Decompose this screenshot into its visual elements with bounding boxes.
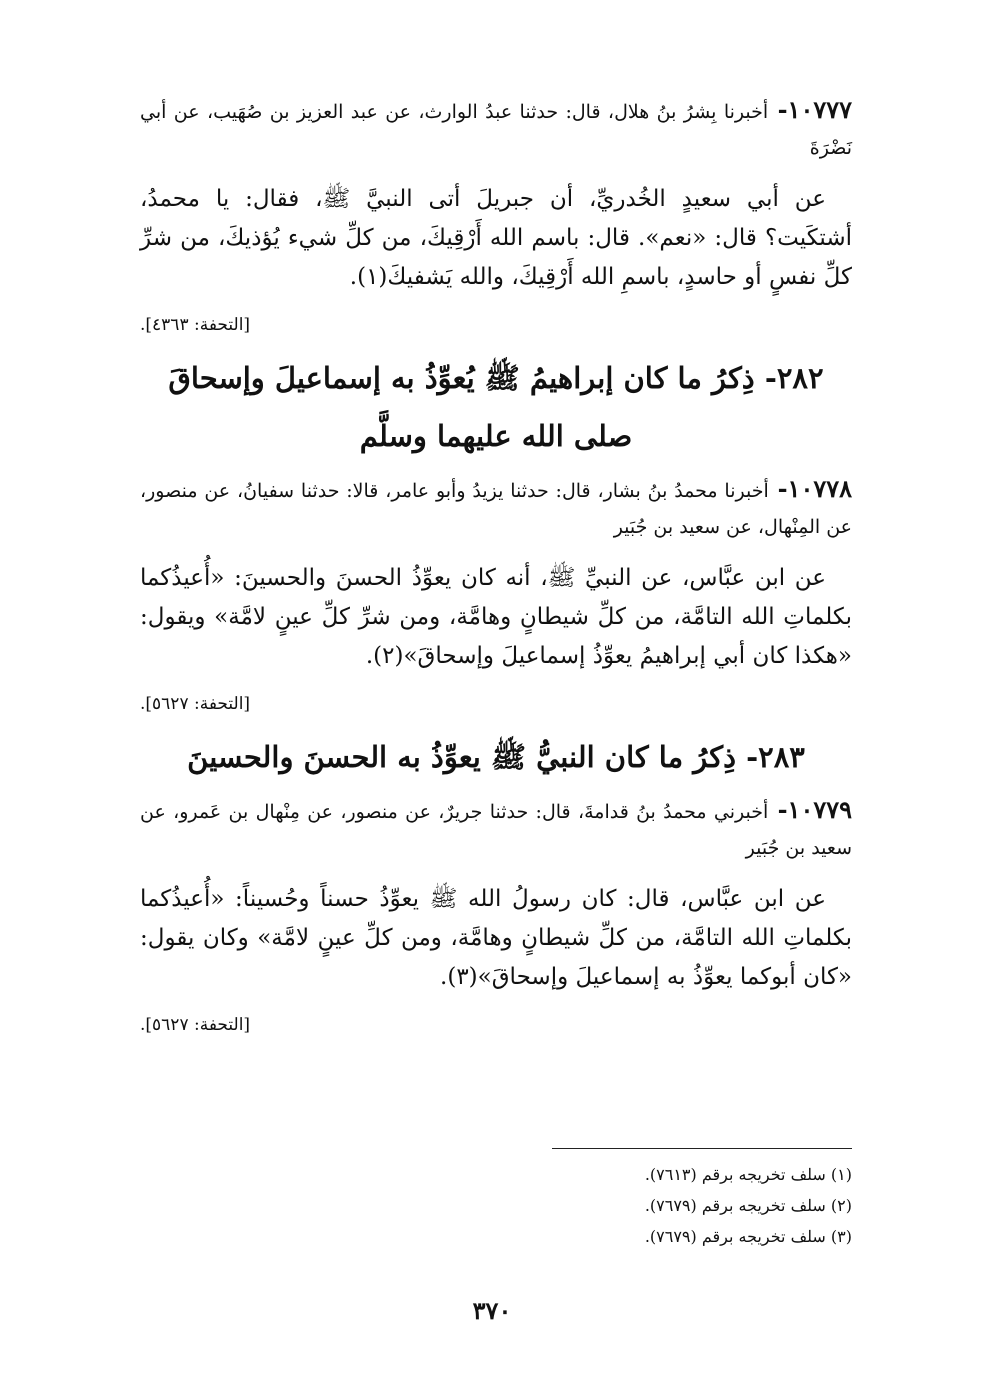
hadith-10779-matn: عن ابن عبَّاس، قال: كان رسولُ الله ﷺ يعوِّذُ حسناً وحُسيناً: «أُعيذُكما بكلماتِ الله التامَّة، من كلِّ شيطانٍ وهامَّة، ومن كلِّ عينٍ لامَّة» وكان يقول: «كان أبوكما يعوِّذُ به إسماعيلَ وإسحاقَ»(٣). — [140, 886, 852, 990]
chapter-283-heading — [140, 728, 852, 786]
hadith-10777-isnad — [140, 92, 852, 166]
footnote-3: (٣) سلف تخريجه برقم (٧٦٧٩). — [644, 1227, 852, 1246]
chapter-283-title: ٢٨٣- ذِكرُ ما كان النبيُّ ﷺ يعوِّذُ به الحسنَ والحسينَ — [187, 740, 805, 774]
chapter-282-heading — [140, 349, 852, 465]
footnote-2: (٢) سلف تخريجه برقم (٧٦٧٩). — [644, 1196, 852, 1215]
hadith-10778-number: ١٠٧٧٨- — [777, 474, 852, 503]
hadith-10778-isnad — [140, 471, 852, 545]
chapter-282-subtitle: صلى الله عليهما وسلَّم — [359, 419, 633, 453]
page-number: ٣٧٠ — [472, 1296, 512, 1325]
hadith-10778-isnad-text: أخبرنا محمدُ بنُ بشار، قال: حدثنا يزيدُ وأبو عامر، قالا: حدثنا سفيانُ، عن منصور، عن المِنْهال، عن سعيد بن جُبَير — [140, 480, 852, 538]
hadith-10777-number: ١٠٧٧٧- — [777, 95, 852, 124]
hadith-10779-reference: [التحفة: ٥٦٢٧]. — [140, 1015, 251, 1035]
hadith-10779-number: ١٠٧٧٩- — [777, 795, 852, 824]
chapter-282-title: ٢٨٢- ذِكرُ ما كان إبراهيمُ ﷺ يُعوِّذُ به إسماعيلَ وإسحاقَ — [168, 361, 824, 395]
footnote-1: (١) سلف تخريجه برقم (٧٦١٣). — [644, 1165, 852, 1184]
hadith-10778-matn: عن ابن عبَّاس، عن النبيِّ ﷺ، أنه كان يعوِّذُ الحسنَ والحسينَ: «أُعيذُكما بكلماتِ الله التامَّة، من كلِّ شيطانٍ وهامَّة، ومن شرِّ كلِّ عينٍ لامَّة» ويقول: «هكذا كان أبي إبراهيمُ يعوِّذُ إسماعيلَ وإسحاقَ»(٢). — [140, 565, 852, 669]
footnote-separator — [552, 1148, 852, 1149]
hadith-10777-isnad-text: أخبرنا بِشرُ بنُ هلال، قال: حدثنا عبدُ الوارث، عن عبد العزيز بن صُهَيب، عن أبي نَضْرَةَ — [140, 101, 852, 159]
hadith-10777-reference: [التحفة: ٤٣٦٣]. — [140, 315, 251, 335]
page-body — [140, 92, 852, 1039]
hadith-10778-reference: [التحفة: ٥٦٢٧]. — [140, 694, 251, 714]
hadith-10779-isnad — [140, 792, 852, 866]
hadith-10779-isnad-text: أخبرني محمدُ بنُ قدامةَ، قال: حدثنا جريرٌ، عن منصور، عن مِنْهال بن عَمرو، عن سعيد بن جُبَير — [140, 801, 852, 859]
footnotes — [552, 1148, 852, 1252]
hadith-10777-matn: عن أبي سعيدٍ الخُدريِّ، أن جبريلَ أتى النبيَّ ﷺ، فقال: يا محمدُ، أشتكَيت؟ قال: «نعم». قال: باسم الله أَرْقِيكَ، من كلِّ شيء يُؤذيكَ، من شرِّ كلِّ نفسٍ أو حاسدٍ، باسمِ الله أَرْقِيكَ، والله يَشفيكَ(١). — [140, 186, 852, 290]
